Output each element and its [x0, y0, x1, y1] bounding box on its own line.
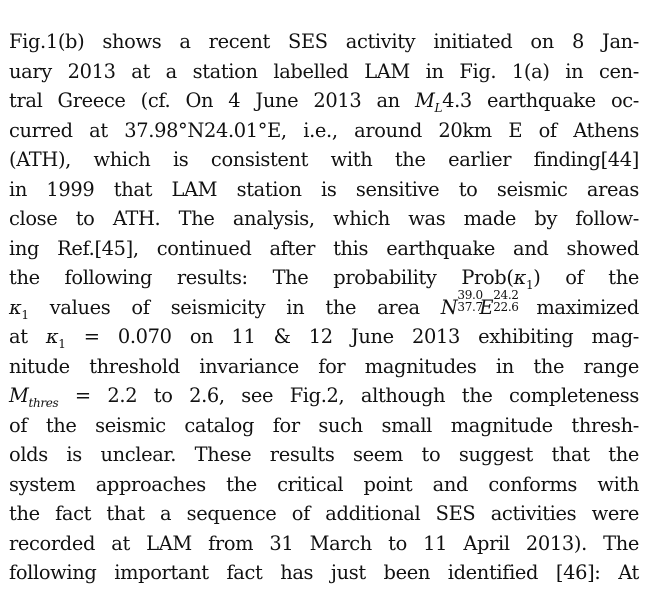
text-line-4: curred at 37.98°N24.01°E, i.e., around 20km E of Athens: [9, 118, 639, 142]
text-line-2: uary 2013 at a station labelled LAM in Fig. 1(a) in cen-: [9, 59, 639, 83]
text-line-11: at $\kappa_1 = 0.070$ on 11 & 12 June 2013 exhibiting mag-: [9, 325, 640, 351]
text-line-10: $\kappa_1$ values of seismicity in the area N 39.0 37.7 E 24.2 22.6 maximized: [9, 287, 639, 322]
text-line-12: nitude threshold invariance for magnitudes in the range: [9, 354, 639, 378]
text-line-9: the following results: The probability $Prob(\kappa_1)$ of the: [9, 266, 639, 292]
text-line-5: (ATH), which is consistent with the earlier finding[44]: [9, 148, 639, 171]
text-line-16: system approaches the critical point and conforms with: [9, 472, 639, 496]
latitude-range: 39.0 37.7: [457, 287, 483, 314]
text-line-3: tral Greece (cf. On 4 June 2013 an $M_L4.3$ earthquake oc-: [9, 89, 639, 115]
text-line-15: olds is unclear. These results seem to suggest that the: [9, 443, 639, 466]
text-line-18: recorded at LAM from 31 March to 11 April 2013). The: [9, 531, 639, 555]
text-line-6: in 1999 that LAM station is sensitive to seismic areas: [9, 177, 639, 201]
text-line-19: following important fact has just been identified [46]: At: [9, 561, 639, 584]
text-line-7: close to ATH. The analysis, which was made by follow-: [9, 207, 639, 230]
text-line-13: $M_{thres} = 2.2$ to 2.6, see Fig.2, although the completeness: [9, 384, 639, 410]
text-line-17: the fact that a sequence of additional SES activities were: [9, 502, 639, 525]
longitude-range: 24.2 22.6: [493, 287, 519, 314]
text-line-8: ing Ref.[45], continued after this earthquake and showed: [9, 236, 639, 260]
text-line-1: Fig.1(b) shows a recent SES activity initiated on 8 Jan-: [9, 30, 639, 53]
text-line-14: of the seismic catalog for such small magnitude thresh-: [9, 413, 639, 437]
